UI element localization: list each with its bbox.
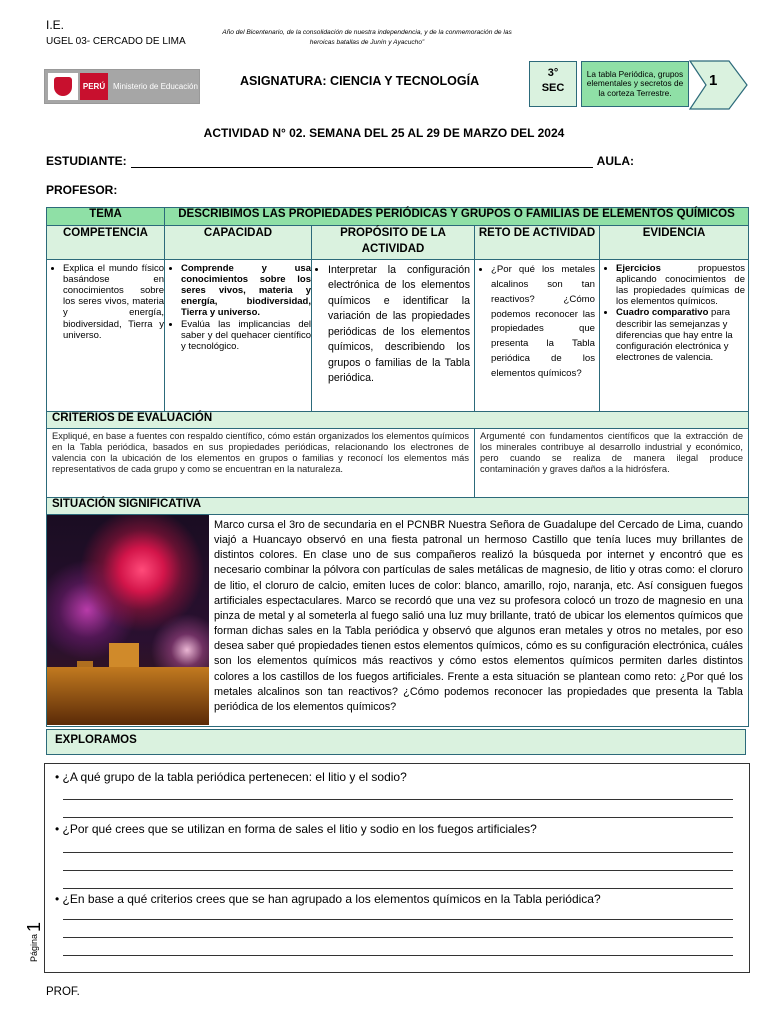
criterios-label: CRITERIOS DE EVALUACIÓN [47, 412, 749, 429]
question-2: • ¿Por qué crees que se utilizan en forma de sales el litio y sodio en los fuegos artificiales? [55, 822, 537, 836]
page-label: Página [29, 934, 39, 963]
answer-line[interactable] [63, 919, 733, 920]
classroom-label: AULA: [596, 154, 634, 168]
chevron-arrow-icon [689, 60, 749, 110]
student-label: ESTUDIANTE: [46, 154, 127, 168]
unit-number-chevron [689, 60, 749, 110]
header-capacidad: CAPACIDAD [165, 226, 312, 260]
evidencia-cell [600, 260, 749, 412]
answer-line[interactable] [63, 937, 733, 938]
year-motto: Año del Bicentenario, de la consolidación de nuestra independencia, y de la conmemoración de las heroicas batallas de Junín y Ayacucho” [222, 29, 512, 46]
grade-level: SEC [541, 82, 565, 95]
grade-number: 3° [547, 67, 559, 79]
evidencia-item [616, 307, 745, 363]
competencia-cell [47, 260, 165, 412]
criterio-2: Argumenté con fundamentos científicos que la extracción de los minerales contribuye al desarrollo industrial y económico, pero cuando se realiza de manera ilegal produce contaminación y graves daños a la hidrósfera. [475, 429, 749, 498]
proposito-cell [312, 260, 475, 412]
question-text: ¿A qué grupo de la tabla periódica pertenecen: el litio y el sodio? [62, 770, 407, 784]
evidencia-item [616, 263, 745, 307]
answer-line[interactable] [63, 852, 733, 853]
grade-box [529, 61, 577, 107]
teacher-label: PROFESOR: [46, 183, 118, 197]
question-3: • ¿En base a qué criterios crees que se han agrupado a los elementos químicos en la Tabla periódica? [55, 892, 601, 906]
page-number-value: 1 [23, 921, 44, 932]
evidencia-bold: Cuadro comparativo [616, 307, 709, 319]
logo-peru-text: PERÚ [80, 73, 108, 100]
city-silhouette-shape [47, 667, 209, 725]
activity-table [46, 207, 749, 727]
header-evidencia: EVIDENCIA [600, 226, 749, 260]
prof-footer-label: PROF. [46, 986, 80, 998]
criterio-1: Expliqué, en base a fuentes con respaldo científico, cómo están organizados los elementos químicos en la Tabla periódica, basados en sus propiedades periódicas, relacionando los electrones de valencia con la ubicación de los elementos en grupos o familias y reconocí los elementos más representativos de cada grupo y como se encuentran en la naturaleza. [47, 429, 475, 498]
answer-line[interactable] [63, 870, 733, 871]
situacion-cell [47, 515, 749, 727]
reto-item: • ¿Por qué los metales alcalinos son tan reactivos? ¿Cómo podemos reconocer las propiedades que presenta la Tabla periódica de los elementos químicos? [491, 263, 595, 382]
evidencia-text: para describir las semejanzas y diferencias que hay entre la configuración electrónica y electrones de valencia. [616, 307, 733, 363]
capacidad-cell [165, 260, 312, 412]
peru-shield-icon [48, 73, 78, 100]
question-text: ¿En base a qué criterios crees que se han agrupado a los elementos químicos en la Tabla periódica? [62, 892, 601, 906]
answer-line[interactable] [63, 817, 733, 818]
capacidad-item: • Evalúa las implicancias del saber y del quehacer científico y tecnológico. [181, 319, 311, 352]
answer-line[interactable] [63, 888, 733, 889]
subject-title: ASIGNATURA: CIENCIA Y TECNOLOGÍA [240, 74, 480, 88]
page-number [10, 918, 58, 966]
header-competencia: COMPETENCIA [47, 226, 165, 260]
question-1: • ¿A qué grupo de la tabla periódica pertenecen: el litio y el sodio? [55, 770, 407, 784]
ugel-label: UGEL 03- CERCADO DE LIMA [46, 36, 186, 47]
reto-cell [475, 260, 600, 412]
answer-line[interactable] [63, 955, 733, 956]
situacion-label: SITUACIÓN SIGNIFICATIVA [47, 498, 749, 515]
student-line [46, 154, 634, 168]
fireworks-image [47, 515, 209, 725]
capacidad-item: • Comprende y usa conocimientos sobre los seres vivos, materia y energía, biodiversidad, Tierra y universo. [181, 263, 311, 319]
competencia-item: • Explica el mundo físico basándose en conocimientos sobre los seres vivos, materia y energía, biodiversidad, Tierra y universo. [63, 263, 164, 341]
evidencia-bold: Ejercicios [616, 263, 661, 274]
logo-ministry-text: Ministerio de Educación [113, 81, 198, 91]
exploramos-title: EXPLORAMOS [46, 729, 746, 755]
header-reto: RETO DE ACTIVIDAD [475, 226, 600, 260]
situacion-text: Marco cursa el 3ro de secundaria en el PCNBR Nuestra Señora de Guadalupe del Cercado de Lima, cuando viajó a Huancayo observó en una fiesta patronal un hermoso Castillo que tenía luces muy brillantes de distintos colores. En clase uno de sus compañeros realizó la búsqueda por internet y encontró que es necesario combinar la pólvora con partículas de sales metálicas de magnesio, de litio y otras como: el cloruro de litio, el cloruro de calcio, emiten luces de color: blanco, amarillo, rojo, naranja, etc. Así consiguen fuegos artificiales espectaculares. Marco se recordó que una vez su profesora colocó un trozo de magnesio en una pinza de metal y al someterla al fuego salió una luz muy brillante, trató de ubicar los elementos químicos que forman dichas sales en la Tabla periódica y observó que algunos eran metales y otros no metales, por eso desea saber qué propiedades tienen estos elementos químicos, cómo es su configuración electrónica, cuáles son los elementos químicos más reactivos y cómo estos elementos químicos permiten darles distintos colores a los castillos de los fuegos artificiales. Frente a esta situación se plantean como reto: ¿Por qué los metales alcalinos son tan reactivos? ¿Cómo podemos reconocer las propiedades que presenta la Tabla periódica de los elementos químicos? [214, 519, 743, 713]
tema-value: DESCRIBIMOS LAS PROPIEDADES PERIÓDICAS Y GRUPOS O FAMILIAS DE ELEMENTOS QUÍMICOS [165, 208, 749, 226]
evidencia-text: propuestos aplicando conocimientos de las propiedades químicas de los elementos químicos. [616, 263, 745, 308]
student-name-field[interactable] [131, 157, 593, 168]
activity-title: ACTIVIDAD N° 02. SEMANA DEL 25 AL 29 DE MARZO DEL 2024 [203, 126, 565, 140]
ministry-logo [44, 69, 200, 104]
questions-box [44, 763, 750, 973]
tema-label: TEMA [47, 208, 165, 226]
proposito-item: • Interpretar la configuración electrónica de los elementos químicos e identificar la variación de las propiedades periódicas de los elementos químicos, describiendo los grupos o familias de la Tabla periódica. [328, 263, 470, 387]
unit-number: 1 [709, 72, 718, 89]
unit-title-box [581, 61, 689, 107]
answer-line[interactable] [63, 799, 733, 800]
unit-title: La tabla Periódica, grupos elementales y secretos de la corteza Terrestre. [586, 69, 684, 98]
header-proposito: PROPÓSITO DE LA ACTIVIDAD [312, 226, 475, 260]
institution-label: I.E. [46, 18, 65, 32]
question-text: ¿Por qué crees que se utilizan en forma de sales el litio y sodio en los fuegos artificiales? [62, 822, 537, 836]
